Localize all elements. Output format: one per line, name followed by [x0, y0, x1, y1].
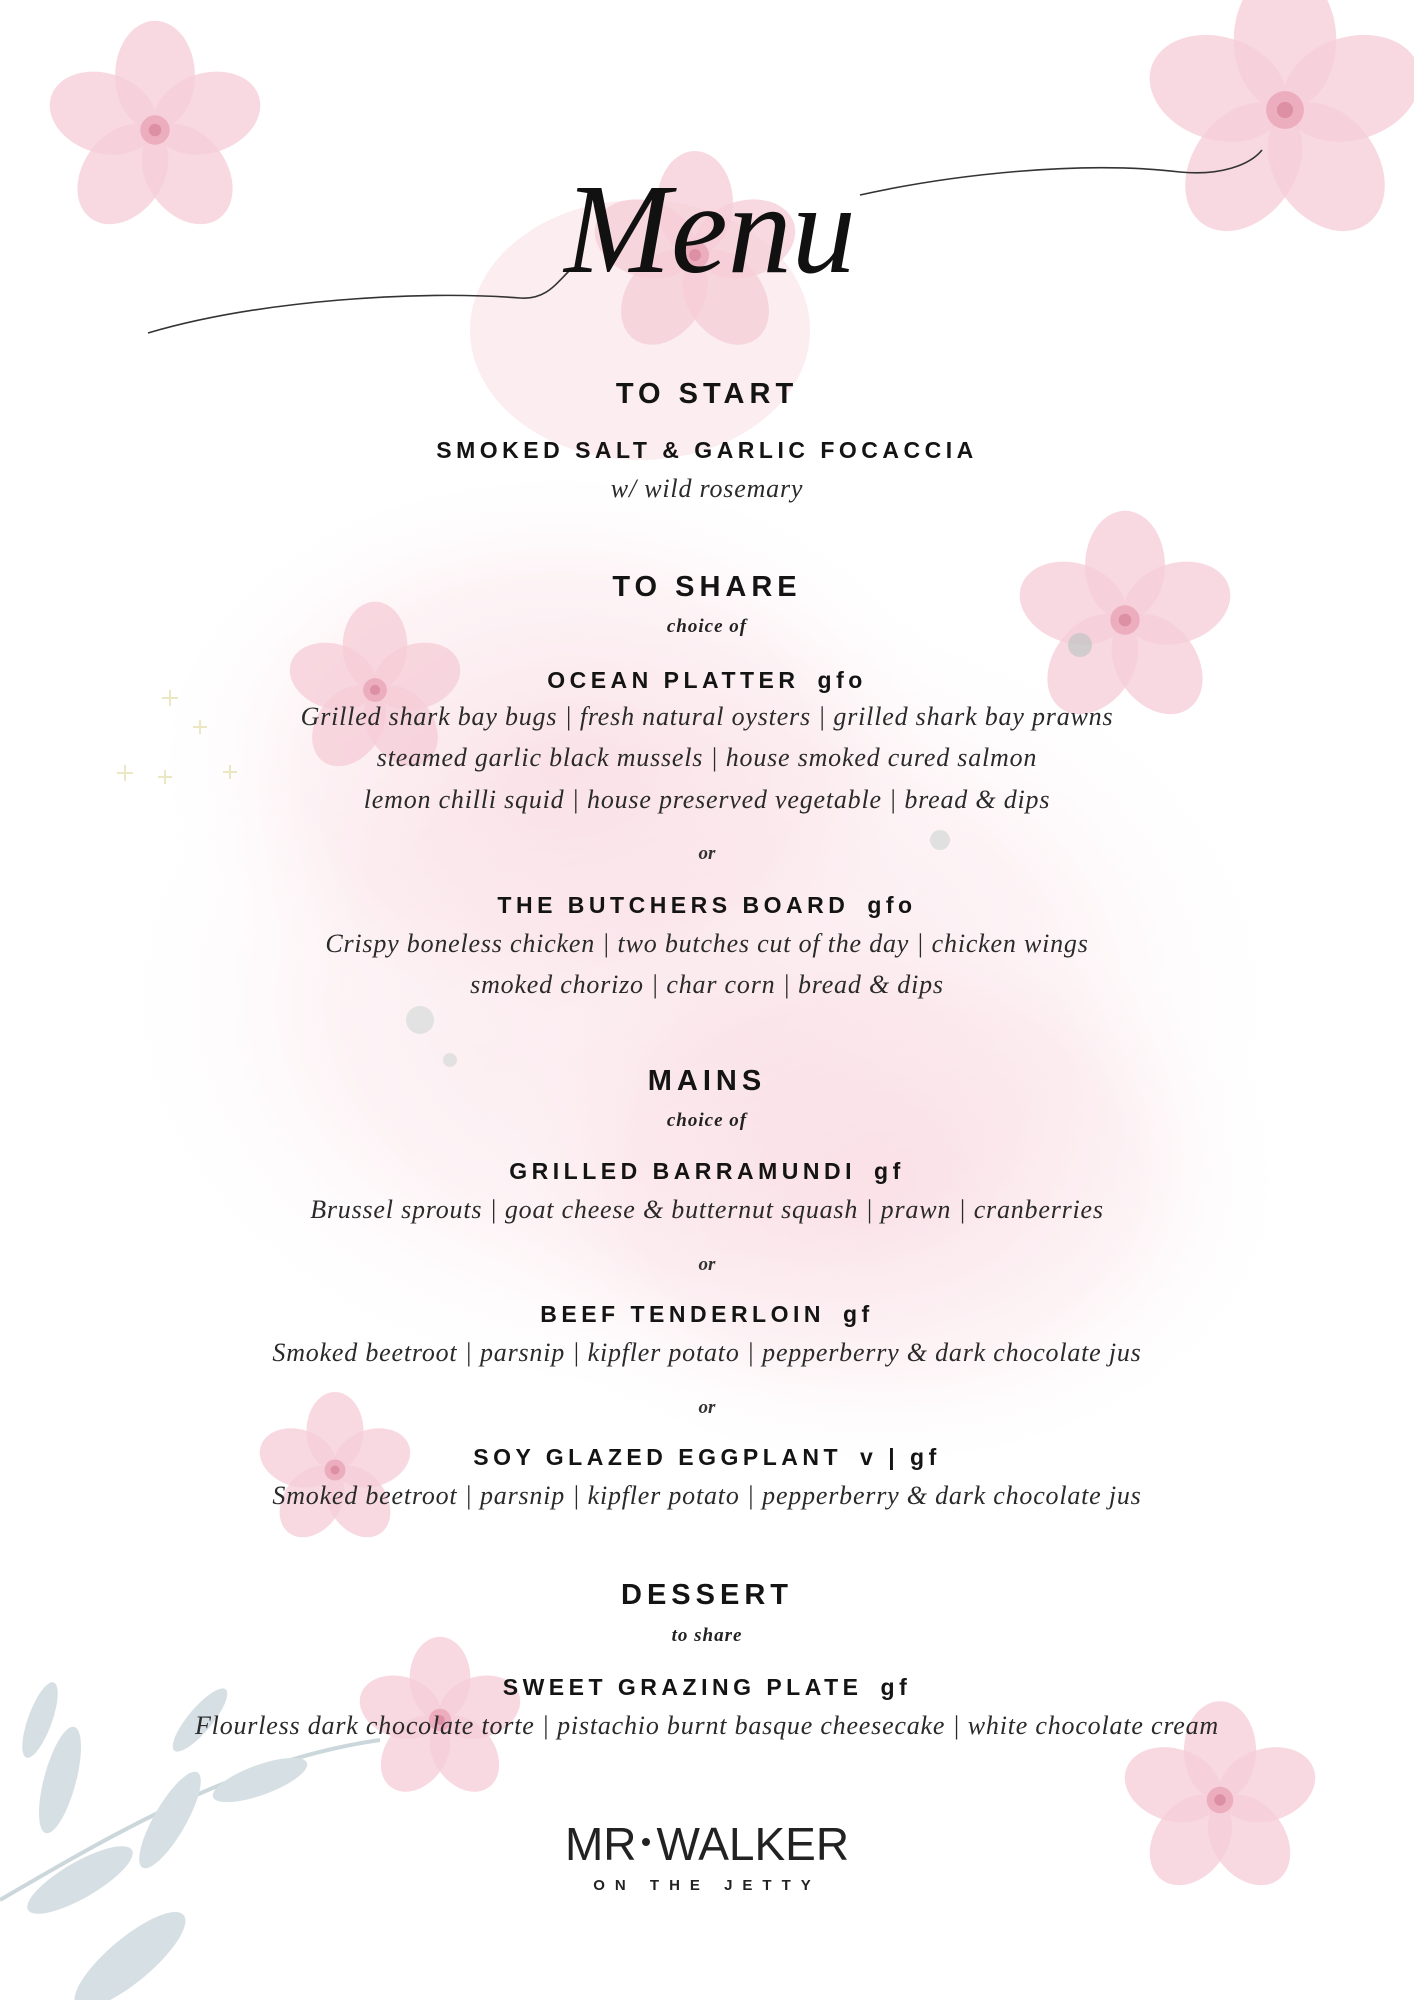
dietary-tag: v | gf — [860, 1444, 941, 1470]
dietary-tag: gf — [874, 1158, 905, 1184]
dish-name: BEEF TENDERLOIN — [540, 1301, 825, 1327]
section-heading-to-start: TO START — [615, 378, 799, 410]
dish-name: SWEET GRAZING PLATE — [502, 1674, 863, 1700]
to-share-subtitle: choice of — [666, 616, 748, 637]
dish-sweet-grazing-plate — [0, 1674, 1414, 1701]
brand-logo — [0, 1817, 1414, 1871]
brand-name-right: WALKER — [656, 1818, 850, 1870]
dish-name: OCEAN PLATTER — [547, 667, 800, 693]
dish-focaccia: SMOKED SALT & GARLIC FOCACCIA — [436, 437, 978, 463]
ocean-platter-line-3: lemon chilli squid | house preserved vegetable | bread & dips — [363, 785, 1051, 814]
dish-focaccia-description: w/ wild rosemary — [610, 474, 804, 503]
ocean-platter-line-2: steamed garlic black mussels | house smoked cured salmon — [376, 743, 1038, 772]
butchers-board-line-1: Crispy boneless chicken | two butches cut of the day | chicken wings — [325, 929, 1089, 958]
dish-name: GRILLED BARRAMUNDI — [509, 1158, 857, 1184]
brand-dot — [642, 1838, 650, 1846]
dish-butchers-board — [0, 892, 1414, 919]
dessert-subtitle: to share — [671, 1625, 743, 1646]
sweet-grazing-plate-description: Flourless dark chocolate torte | pistachio burnt basque cheesecake | white chocolate cream — [195, 1711, 1219, 1740]
dish-ocean-platter — [0, 667, 1414, 694]
dish-soy-glazed-eggplant — [0, 1444, 1414, 1471]
or-separator: or — [698, 1397, 716, 1418]
dish-grilled-barramundi — [0, 1158, 1414, 1185]
or-separator: or — [698, 1254, 716, 1275]
dietary-tag: gfo — [817, 667, 867, 693]
section-heading-dessert: DESSERT — [621, 1579, 793, 1611]
dietary-tag: gf — [880, 1674, 912, 1700]
dietary-tag: gfo — [867, 892, 917, 918]
menu-title — [0, 0, 1414, 360]
dish-name: SOY GLAZED EGGPLANT — [473, 1444, 843, 1470]
svg-text:Menu: Menu — [564, 158, 856, 300]
section-heading-to-share: TO SHARE — [612, 571, 802, 603]
butchers-board-line-2: smoked chorizo | char corn | bread & dips — [470, 970, 944, 999]
or-separator: or — [698, 843, 716, 864]
barramundi-description: Brussel sprouts | goat cheese & butternut squash | prawn | cranberries — [310, 1195, 1104, 1224]
brand-name-left: MR — [564, 1818, 637, 1870]
section-heading-mains: MAINS — [647, 1065, 767, 1097]
dietary-tag: gf — [843, 1301, 874, 1327]
dish-name: THE BUTCHERS BOARD — [497, 892, 850, 918]
mains-subtitle: choice of — [666, 1110, 748, 1131]
eggplant-description: Smoked beetroot | parsnip | kipfler potato | pepperberry & dark chocolate jus — [272, 1481, 1142, 1510]
brand-tagline: ON THE JETTY — [593, 1877, 821, 1894]
beef-tenderloin-description: Smoked beetroot | parsnip | kipfler potato | pepperberry & dark chocolate jus — [272, 1338, 1142, 1367]
dish-beef-tenderloin — [0, 1301, 1414, 1328]
ocean-platter-line-1: Grilled shark bay bugs | fresh natural oysters | grilled shark bay prawns — [300, 702, 1114, 731]
